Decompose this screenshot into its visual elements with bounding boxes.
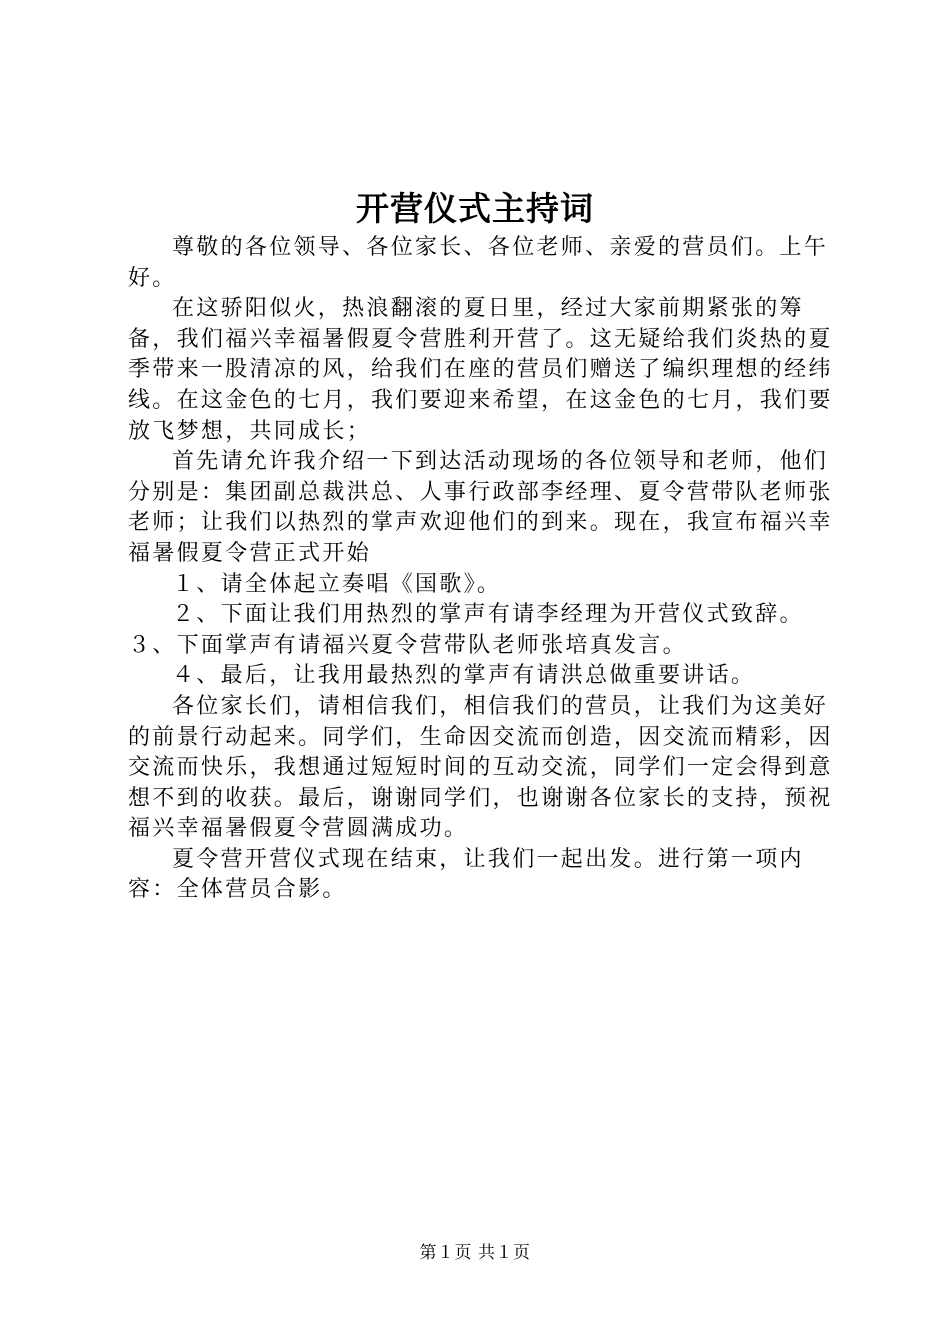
paragraph-closing-speech: 各位家长们，请相信我们，相信我们的营员，让我们为这美好的前景行动起来。同学们，生命因交流而创造，因交流而精彩，因交流而快乐，我想通过短短时间的互动交流，同学们一定会得到意想不到的收获。最后，谢谢同学们，也谢谢各位家长的支持，预祝福兴幸福暑假夏令营圆满成功。 <box>128 693 833 842</box>
document-body <box>128 233 840 906</box>
paragraph-item-4: ４、最后，让我用最热烈的掌声有请洪总做重要讲话。 <box>172 663 756 689</box>
paragraph-ending: 夏令营开营仪式现在结束，让我们一起出发。进行第一项内容：全体营员合影。 <box>128 846 804 903</box>
page-footer: 第１页 共１页 <box>419 1243 531 1263</box>
paragraph-item-1: １、请全体起立奏唱《国歌》。 <box>172 571 502 597</box>
paragraph-introduction: 首先请允许我介绍一下到达活动现场的各位领导和老师，他们分别是：集团副总裁洪总、人事行政部李经理、夏令营带队老师张老师；让我们以热烈的掌声欢迎他们的到来。现在，我宣布福兴幸福暑假夏令营正式开始 <box>128 449 833 566</box>
paragraph-greeting: 尊敬的各位领导、各位家长、各位老师、亲爱的营员们。上午好。 <box>128 235 829 291</box>
paragraph-opening: 在这骄阳似火，热浪翻滚的夏日里，经过大家前期紧张的筹备，我们福兴幸福暑假夏令营胜利开营了。这无疑给我们炎热的夏季带来一股清凉的风，给我们在座的营员们赠送了编织理想的经纬线。在这金色的七月，我们要迎来希望，在这金色的七月，我们要放飞梦想，共同成长； <box>128 296 833 444</box>
paragraph-item-2: ２、下面让我们用热烈的掌声有请李经理为开营仪式致辞。 <box>172 602 804 628</box>
page-title: 开营仪式主持词 <box>356 189 594 228</box>
paragraph-item-3: ３、下面掌声有请福兴夏令营带队老师张培真发言。 <box>128 632 687 658</box>
